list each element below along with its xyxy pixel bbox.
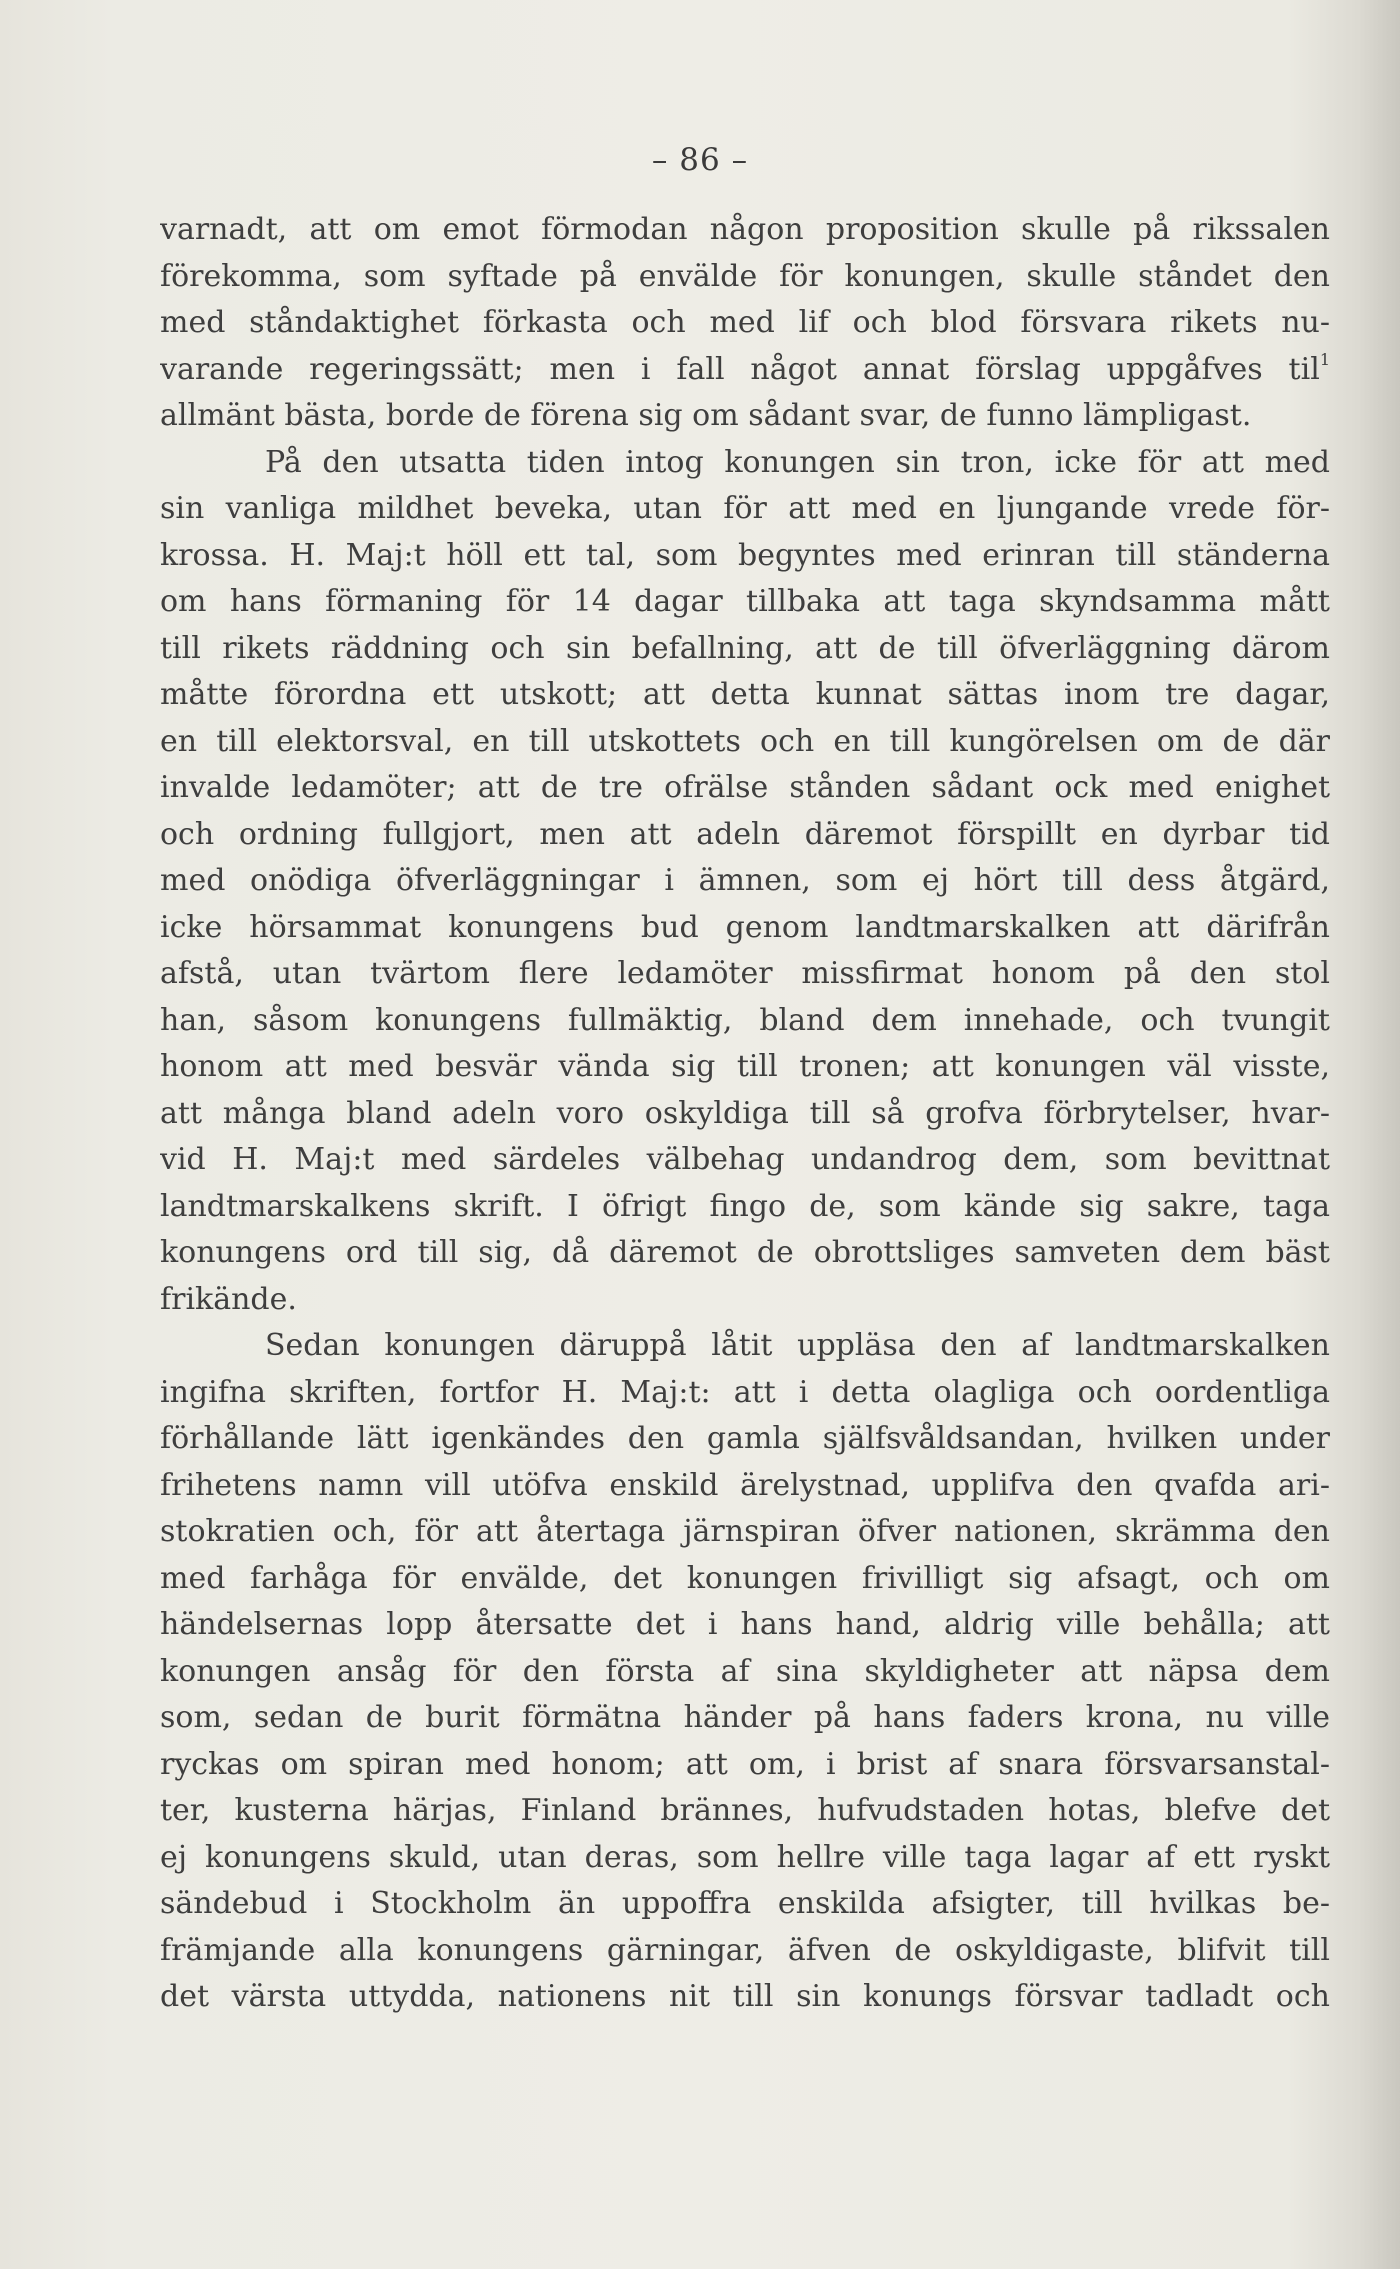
text-line: På den utsatta tiden intog konungen sin tron, icke för att med — [265, 444, 1330, 480]
text-line: sin vanliga mildhet beveka, utan för att med en ljungande vrede för- — [160, 491, 1330, 526]
text-line: icke hörsammat konungens bud genom landtmarskalken att därifrån — [160, 909, 1330, 945]
text-line: varande regeringssätt; men i fall något annat förslag uppgåfves til$^1$ — [160, 349, 1330, 387]
text-line: han, såsom konungens fullmäktig, bland dem innehade, och tvungit — [160, 1002, 1330, 1038]
text-line: frikände. — [160, 1281, 297, 1317]
text-line: med ståndaktighet förkasta och med lif och blod försvara rikets nu- — [160, 305, 1330, 340]
text-line: landtmarskalkens skrift. I öfrigt fingo de, som kände sig sakre, taga — [160, 1188, 1330, 1224]
text-line: förekomma, som syftade på envälde för konungen, skulle ståndet den — [160, 258, 1330, 294]
body-text — [160, 207, 1330, 2021]
text-line: invalde ledamöter; att de tre ofrälse stånden sådant ock med enighet — [160, 770, 1330, 805]
text-line: ryckas om spiran med honom; att om, i brist af snara försvarsanstal- — [160, 1746, 1330, 1782]
text-line: måtte förordna ett utskott; att detta kunnat sättas inom tre dagar, — [160, 677, 1330, 712]
text-line: allmänt bästa, borde de förena sig om sådant svar, de funno lämpligast. — [160, 398, 1252, 433]
text-line: stokratien och, för att återtaga järnspiran öfver nationen, skrämma den — [160, 1514, 1330, 1549]
text-line: Sedan konungen däruppå låtit uppläsa den af landtmarskalken — [265, 1328, 1330, 1363]
text-line: en till elektorsval, en till utskottets och en till kungörelsen om de där — [160, 723, 1330, 759]
text-line: det värsta uttydda, nationens nit till sin konungs försvar tadladt och — [160, 1979, 1330, 2014]
superscript-mark: 1 — [1319, 349, 1330, 369]
text-line: sändebud i Stockholm än uppoffra enskilda afsigter, till hvilkas be- — [160, 1886, 1330, 1921]
text-line: främjande alla konungens gärningar, äfven de oskyldigaste, blifvit till — [160, 1932, 1330, 1968]
text-line: ingifna skriften, fortfor H. Maj:t: att i detta olagliga och oordentliga — [160, 1374, 1330, 1410]
text-line: honom att med besvär vända sig till tronen; att konungen väl visste, — [160, 1049, 1330, 1084]
text-line: att många bland adeln voro oskyldiga till så grofva förbrytelser, hvar- — [160, 1095, 1330, 1131]
text-line: till rikets räddning och sin befallning, att de till öfverläggning därom — [160, 630, 1330, 666]
text-line: afstå, utan tvärtom flere ledamöter missfirmat honom på den stol — [160, 956, 1330, 991]
text-line: och ordning fullgjort, men att adeln däremot förspillt en dyrbar tid — [160, 816, 1330, 852]
text-line: konungen ansåg för den första af sina skyldigheter att näpsa dem — [160, 1653, 1330, 1689]
text-line: konungens ord till sig, då däremot de obrottsliges samveten dem bäst — [160, 1235, 1330, 1270]
text-line: krossa. H. Maj:t höll ett tal, som begyntes med erinran till ständerna — [160, 537, 1330, 573]
text-line: ter, kusterna härjas, Finland brännes, hufvudstaden hotas, blefve det — [160, 1793, 1330, 1828]
text-line: som, sedan de burit förmätna händer på hans faders krona, nu ville — [160, 1700, 1330, 1735]
text-line: med onödiga öfverläggningar i ämnen, som ej hört till dess åtgärd, — [160, 863, 1330, 898]
text-line: varnadt, att om emot förmodan någon proposition skulle på rikssalen — [160, 212, 1330, 247]
text-line: förhållande lätt igenkändes den gamla själfsvåldsandan, hvilken under — [160, 1421, 1330, 1456]
text-line: om hans förmaning för 14 dagar tillbaka att taga skyndsamma mått — [160, 584, 1330, 619]
text-line: händelsernas lopp återsatte det i hans hand, aldrig ville behålla; att — [160, 1607, 1330, 1642]
page-number: – 86 – — [651, 142, 749, 178]
text-line: med farhåga för envälde, det konungen frivilligt sig afsagt, och om — [160, 1560, 1330, 1596]
text-line: ej konungens skuld, utan deras, som hellre ville taga lagar af ett ryskt — [160, 1839, 1330, 1875]
text-line: vid H. Maj:t med särdeles välbehag undandrog dem, som bevittnat — [160, 1142, 1330, 1177]
text-line: frihetens namn vill utöfva enskild ärelystnad, upplifva den qvafda ari- — [160, 1467, 1330, 1503]
